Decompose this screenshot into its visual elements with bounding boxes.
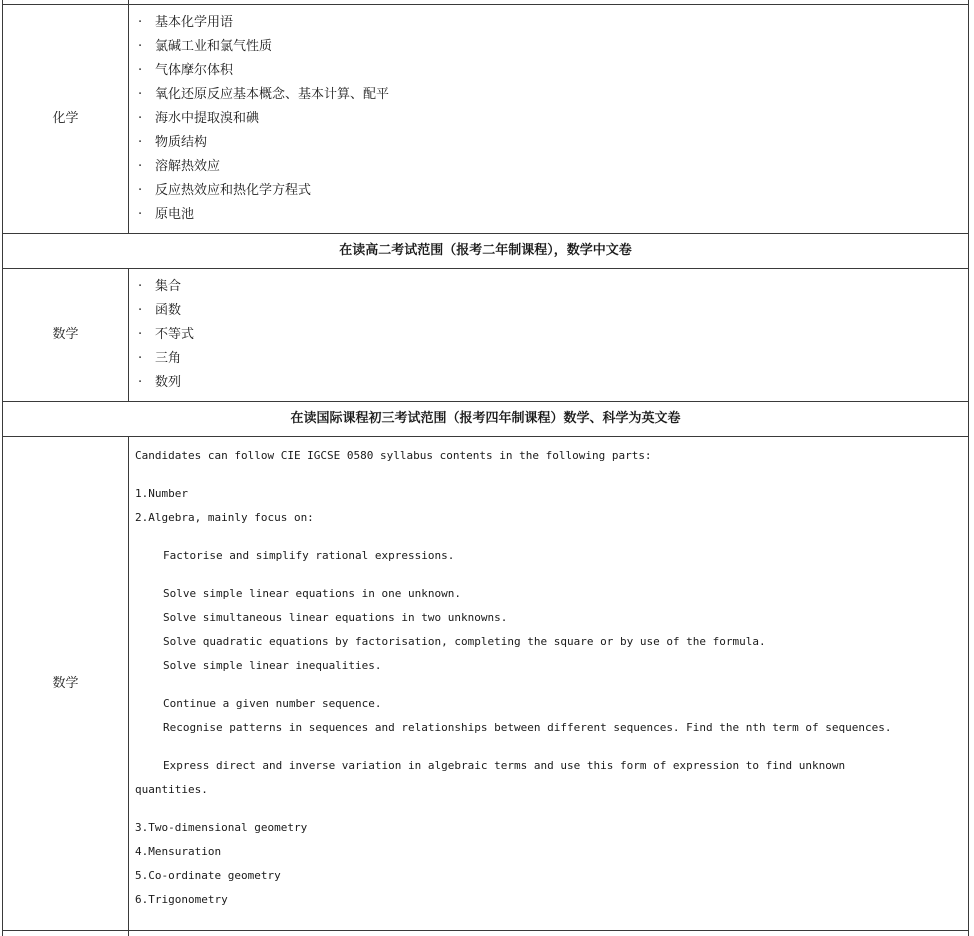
- subject-chemistry: 化学: [52, 111, 79, 126]
- subject-math-en: 数学: [52, 676, 79, 691]
- section-header-intl: 在读国际课程初三考试范围（报考四年制课程）数学、科学为英文卷: [290, 411, 681, 426]
- column-divider: [128, 436, 129, 936]
- bullet-icon: ·: [138, 303, 143, 318]
- topic-item: [138, 35, 389, 59]
- topic-item: [138, 131, 389, 155]
- topic-item: [138, 323, 194, 347]
- topic-label: 函数: [155, 303, 182, 318]
- bullet-icon: ·: [138, 63, 143, 78]
- algebra-point: Continue a given number sequence.: [163, 697, 382, 710]
- topic-label: 原电池: [155, 207, 195, 222]
- topic-label: 不等式: [155, 327, 195, 342]
- topic-label: 物质结构: [155, 135, 208, 150]
- topic-label: 氧化还原反应基本概念、基本计算、配平: [155, 87, 390, 102]
- topic-label: 三角: [155, 351, 182, 366]
- topic-item: [138, 371, 194, 395]
- table-left-border: [2, 0, 3, 936]
- chemistry-topic-list: [138, 11, 389, 227]
- row-divider: [2, 930, 968, 931]
- topic-label: 氯碱工业和氯气性质: [155, 39, 273, 54]
- topic-item: [138, 179, 389, 203]
- bullet-icon: ·: [138, 15, 143, 30]
- topic-label: 集合: [155, 279, 182, 294]
- bullet-icon: ·: [138, 183, 143, 198]
- topic-item: [138, 347, 194, 371]
- algebra-point: Solve simultaneous linear equations in two unknowns.: [163, 611, 508, 624]
- part-coordinate-geometry: 5.Co-ordinate geometry: [135, 869, 281, 882]
- part-geometry: 3.Two-dimensional geometry: [135, 821, 308, 834]
- topic-label: 溶解热效应: [155, 159, 221, 174]
- bullet-icon: ·: [138, 375, 143, 390]
- topic-label: 数列: [155, 375, 182, 390]
- topic-label: 海水中提取溴和碘: [155, 111, 260, 126]
- algebra-point: Express direct and inverse variation in algebraic terms and use this form of expression to find unknown: [163, 759, 846, 772]
- topic-item: [138, 59, 389, 83]
- topic-label: 气体摩尔体积: [155, 63, 234, 78]
- math-cn-topic-list: [138, 275, 194, 395]
- section-header-g2: 在读高二考试范围（报考二年制课程），数学中文卷: [339, 243, 632, 258]
- algebra-point: Solve simple linear equations in one unknown.: [163, 587, 462, 600]
- row-divider: [2, 233, 968, 234]
- topic-item: [138, 11, 389, 35]
- part-number: 1.Number: [135, 487, 188, 500]
- bullet-icon: ·: [138, 111, 143, 126]
- row-divider: [2, 436, 968, 437]
- row-divider: [2, 401, 968, 402]
- algebra-point: Solve simple linear inequalities.: [163, 659, 382, 672]
- topic-label: 基本化学用语: [155, 15, 234, 30]
- bullet-icon: ·: [138, 87, 143, 102]
- bullet-icon: ·: [138, 135, 143, 150]
- algebra-point-continued: quantities.: [135, 783, 208, 796]
- part-algebra: 2.Algebra, mainly focus on:: [135, 511, 314, 524]
- bullet-icon: ·: [138, 207, 143, 222]
- algebra-point: Recognise patterns in sequences and relationships between different sequences. Find the nth term of sequences.: [163, 721, 892, 734]
- topic-item: [138, 275, 194, 299]
- table-right-border: [968, 0, 969, 936]
- column-divider: [128, 0, 129, 233]
- algebra-point: Factorise and simplify rational expressions.: [163, 549, 455, 562]
- topic-label: 反应热效应和热化学方程式: [155, 183, 312, 198]
- bullet-icon: ·: [138, 327, 143, 342]
- bullet-icon: ·: [138, 39, 143, 54]
- column-divider: [128, 268, 129, 401]
- topic-item: [138, 83, 389, 107]
- row-divider: [2, 4, 968, 5]
- part-mensuration: 4.Mensuration: [135, 845, 222, 858]
- part-trigonometry: 6.Trigonometry: [135, 893, 228, 906]
- topic-item: [138, 299, 194, 323]
- topic-item: [138, 107, 389, 131]
- topic-item: [138, 203, 389, 227]
- bullet-icon: ·: [138, 279, 143, 294]
- bullet-icon: ·: [138, 351, 143, 366]
- topic-item: [138, 155, 389, 179]
- algebra-point: Solve quadratic equations by factorisation, completing the square or by use of the formula.: [163, 635, 766, 648]
- syllabus-intro: Candidates can follow CIE IGCSE 0580 syllabus contents in the following parts:: [135, 449, 652, 462]
- row-divider: [2, 268, 968, 269]
- subject-math-cn: 数学: [52, 327, 79, 342]
- bullet-icon: ·: [138, 159, 143, 174]
